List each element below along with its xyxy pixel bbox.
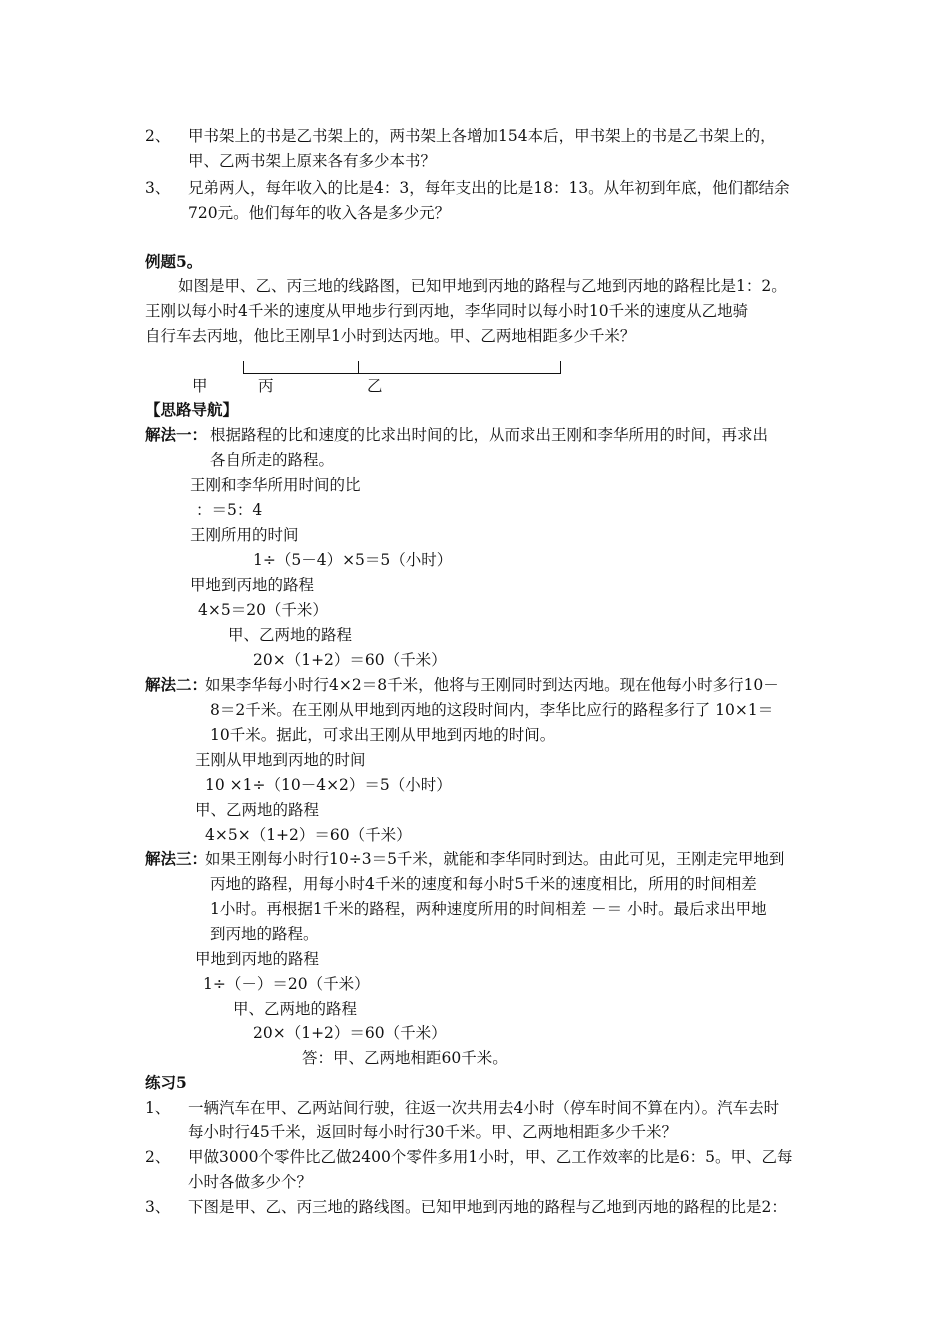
route-tick [358, 361, 359, 374]
method1-step: 王刚所用的时间 [190, 526, 299, 544]
practice-text: 小时各做多少个？ [188, 1173, 313, 1191]
method2-label: 解法二： [145, 675, 208, 694]
method1-step: 1÷（5－4）×5＝5（小时） [253, 551, 453, 569]
method1-step: 甲、乙两地的路程 [228, 626, 353, 644]
method3-step: 甲、乙两地的路程 [233, 1000, 358, 1018]
guide-heading: 【思路导航】 [145, 400, 239, 419]
method1-step: 20×（1+2）＝60（千米） [253, 651, 447, 669]
exercise-number: 2、 [145, 127, 171, 145]
practice-text: 每小时行45千米，返回时每小时行30千米。甲、乙两地相距多少千米？ [188, 1123, 677, 1141]
route-tick [560, 361, 561, 374]
exercise-text: 甲书架上的书是乙书架上的，两书架上各增加154本后，甲书架上的书是乙书架上的， [188, 127, 776, 145]
diagram-label-jia: 甲 [192, 377, 208, 395]
example-text: 如图是甲、乙、丙三地的线路图，已知甲地到丙地的路程与乙地到丙地的路程比是1：2。 [178, 277, 787, 295]
diagram-label-bing: 丙 [258, 377, 274, 395]
practice-text: 一辆汽车在甲、乙两站间行驶，往返一次共用去4小时（停车时间不算在内）。汽车去时 [188, 1099, 780, 1117]
method2-text: 8＝2千米。在王刚从甲地到丙地的这段时间内，李华比应行的路程多行了 10×1＝ [210, 701, 774, 719]
method2-step: 甲、乙两地的路程 [195, 801, 320, 819]
method1-label: 解法一： [145, 425, 208, 444]
exercise-text: 甲、乙两书架上原来各有多少本书？ [188, 152, 437, 170]
practice-text: 甲做3000个零件比乙做2400个零件多用1小时，甲、乙工作效率的比是6：5。甲、乙每 [188, 1148, 793, 1166]
method3-label: 解法三： [145, 849, 208, 868]
method3-text: 到丙地的路程。 [210, 925, 319, 943]
route-tick [243, 361, 244, 374]
practice-text: 下图是甲、乙、丙三地的路线图。已知甲地到丙地的路程与乙地到丙地的路程的比是2： [188, 1198, 787, 1216]
method1-step: ：＝5：4 [196, 501, 263, 519]
method3-step: 甲地到丙地的路程 [195, 950, 320, 968]
example-text: 自行车去丙地，他比王刚早1小时到达丙地。甲、乙两地相距多少千米？ [145, 327, 636, 345]
exercise-text: 720元。他们每年的收入各是多少元？ [188, 204, 451, 222]
method1-step: 4×5＝20（千米） [198, 601, 328, 619]
method3-text: 丙地的路程，用每小时4千米的速度和每小时5千米的速度相比，所用的时间相差 [210, 875, 757, 893]
method1-text: 各自所走的路程。 [210, 451, 335, 469]
exercise-text: 兄弟两人，每年收入的比是4：3，每年支出的比是18：13。从年初到年底，他们都结余 [188, 179, 790, 197]
method2-step: 10 ×1÷（10－4×2）＝5（小时） [205, 776, 452, 794]
method2-text: 10千米。据此，可求出王刚从甲地到丙地的时间。 [210, 726, 556, 744]
method3-step: 20×（1+2）＝60（千米） [253, 1024, 447, 1042]
method2-text: 如果李华每小时行4×2＝8千米，他将与王刚同时到达丙地。现在他每小时多行10－ [205, 676, 779, 694]
example-title: 例题5。 [145, 252, 203, 271]
method1-step: 王刚和李华所用时间的比 [190, 476, 361, 494]
practice-number: 1、 [145, 1099, 171, 1117]
exercise-number: 3、 [145, 179, 171, 197]
example-text: 王刚以每小时4千米的速度从甲地步行到丙地，李华同时以每小时10千米的速度从乙地骑 [145, 302, 749, 320]
diagram-label-yi: 乙 [367, 377, 383, 395]
practice-number: 3、 [145, 1198, 171, 1216]
route-line [243, 373, 561, 374]
method3-text: 1小时。再根据1千米的路程，两种速度所用的时间相差 －＝ 小时。最后求出甲地 [210, 900, 767, 918]
method2-step: 王刚从甲地到丙地的时间 [195, 751, 366, 769]
method1-text: 根据路程的比和速度的比求出时间的比，从而求出王刚和李华所用的时间，再求出 [210, 426, 769, 444]
practice-number: 2、 [145, 1148, 171, 1166]
answer-text: 答：甲、乙两地相距60千米。 [302, 1049, 508, 1067]
method3-text: 如果王刚每小时行10÷3＝5千米，就能和李华同时到达。由此可见，王刚走完甲地到 [205, 850, 785, 868]
practice-title: 练习5 [145, 1073, 187, 1092]
method3-step: 1÷（－）＝20（千米） [203, 975, 370, 993]
method2-step: 4×5×（1+2）＝60（千米） [205, 826, 412, 844]
method1-step: 甲地到丙地的路程 [190, 576, 315, 594]
